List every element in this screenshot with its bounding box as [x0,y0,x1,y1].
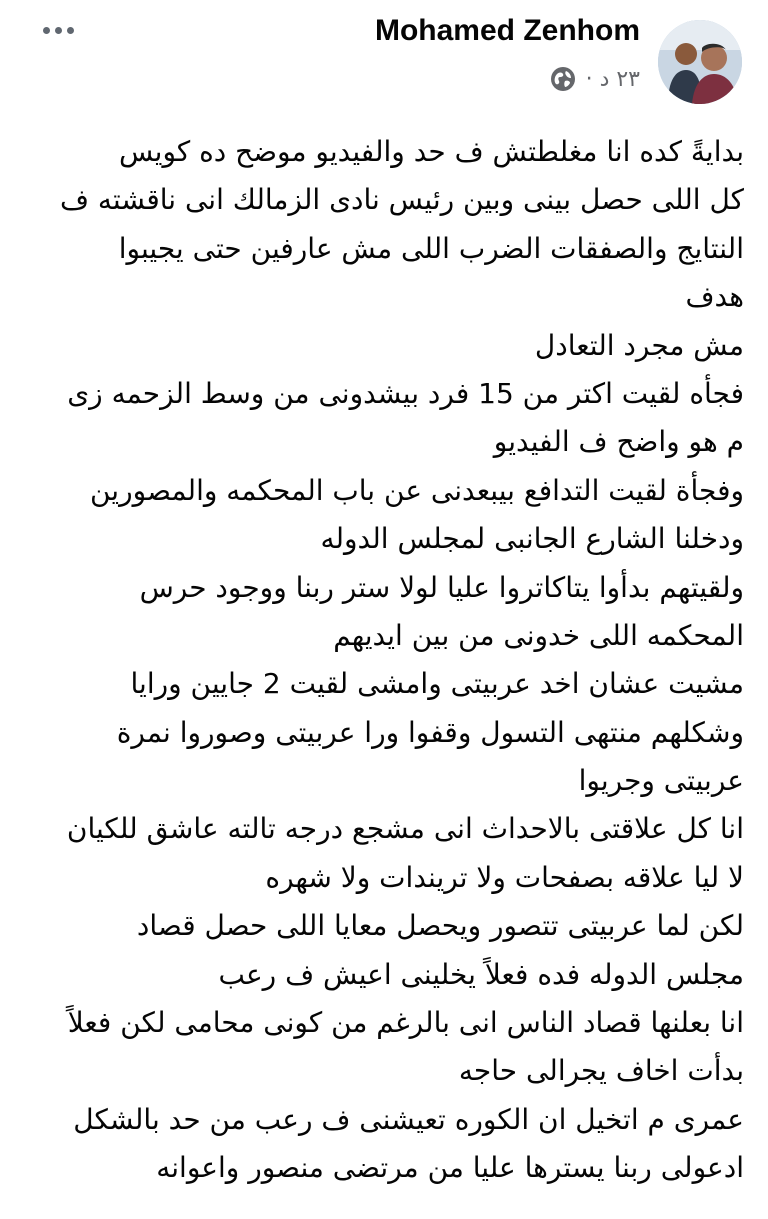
post-text-line: مجلس الدوله فده فعلاً يخلينى اعيش ف رعب [218,957,744,991]
author-name[interactable]: Mohamed Zenhom [374,14,640,47]
post-text-line: النتايج والصفقات الضرب اللى مش عارفين حتى يجيبوا [118,231,744,265]
post-text-line: بدايةً كده انا مغلطتش ف حد والفيديو موضح ده كويس [118,135,744,168]
more-options-icon [55,27,62,34]
more-options-button[interactable] [38,18,78,42]
post-text-line: هدف [685,280,744,314]
post-timestamp[interactable]: ٢٣ د · [585,66,640,92]
avatar-photo [658,20,742,104]
post-text-line: وفجأة لقيت التدافع بيبعدنى عن باب المحكمه والمصورين [89,473,744,507]
post-text-line: بدأت اخاف يجرالى حاجه [458,1054,744,1088]
post-text-line: ادعولى ربنا يسترها عليا من مرتضى منصور واعوانه [156,1151,744,1185]
post-header [0,0,768,110]
post-text-line: لا ليا علاقه بصفحات ولا تريندات ولا شهره [265,860,744,894]
more-options-icon [43,27,50,34]
post-text-line: انا كل علاقتى بالاحداث انى مشجع درجه تالته عاشق للكيان [66,812,744,846]
post-text-line: كل اللى حصل بينى وبين رئيس نادى الزمالك انى ناقشته ف [59,183,744,217]
post-body [24,128,744,1193]
post-text-line: مشيت عشان اخد عربيتى وامشى لقيت 2 جايين ورايا [130,667,744,701]
post-text-line: انا بعلنها قصاد الناس انى بالرغم من كونى محامى لكن فعلاً [67,1006,744,1040]
more-options-icon [67,27,74,34]
post-text-line: المحكمه اللى خدونى من بين ايديهم [333,618,744,652]
avatar[interactable] [658,20,742,104]
post-text-line: عربيتى وجريوا [578,764,744,798]
post-text-line: وشكلهم منتهى التسول وقفوا ورا عربيتى وصوروا نمرة [116,715,744,749]
post-text-line: فجأه لقيت اكتر من 15 فرد بيشدونى من وسط الزحمه زى [67,376,744,410]
globe-icon [550,66,576,92]
post-text-line: عمرى م اتخيل ان الكوره تعيشنى ف رعب من حد بالشكل [73,1102,744,1136]
post-text-line: م هو واضح ف الفيديو [493,425,744,459]
post-text-line: ودخلنا الشارع الجانبى لمجلس الدوله [320,522,744,556]
post-text-line: لكن لما عربيتى تتصور ويحصل معايا اللى حصل قصاد [136,909,744,943]
post-text-line: مش مجرد التعادل [534,328,744,362]
post-text-line: ولقيتهم بدأوا يتاكاتروا عليا لولا ستر ربنا ووجود حرس [139,570,744,604]
post-meta [550,66,640,92]
